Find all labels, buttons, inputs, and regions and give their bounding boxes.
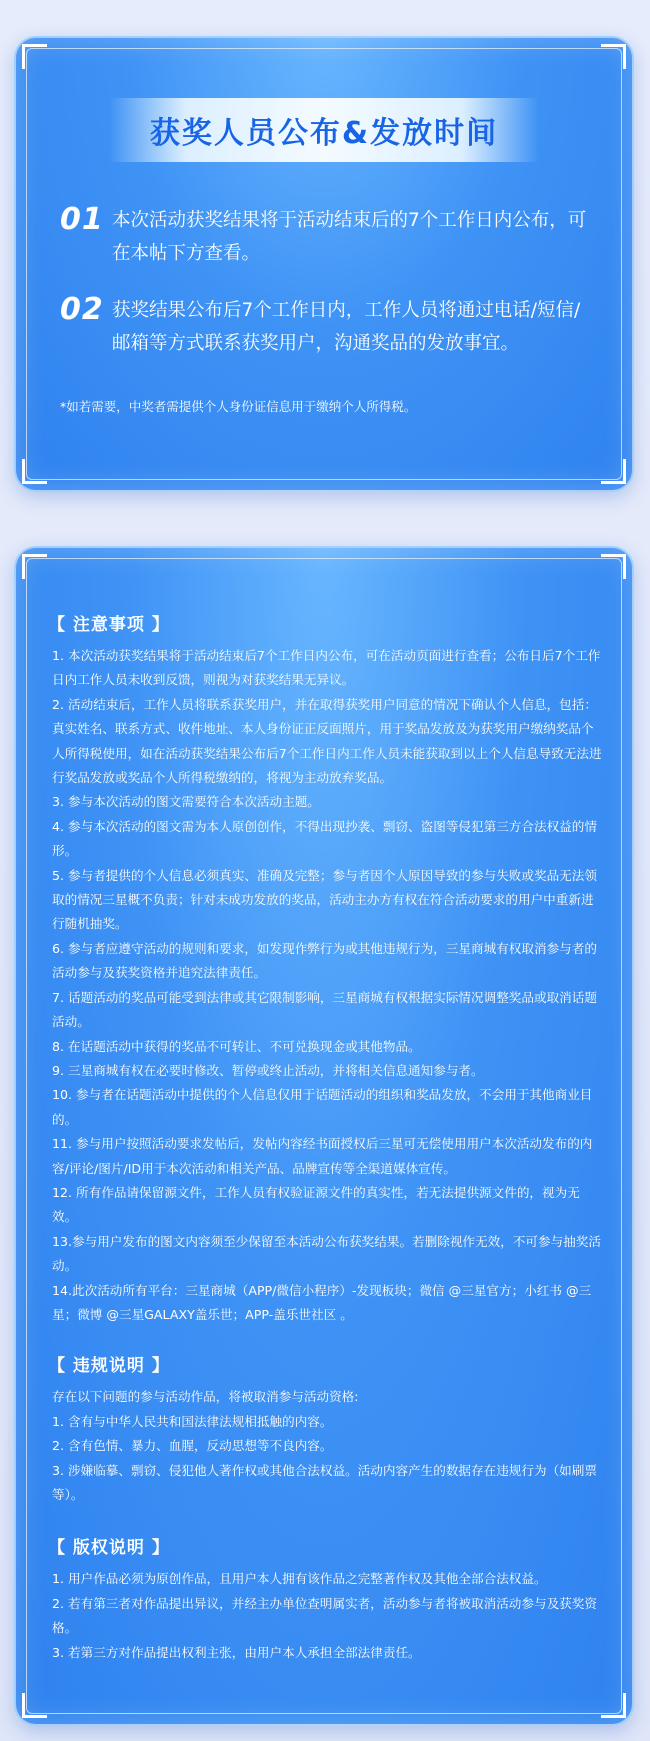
notes-item: 14.此次活动所有平台：三星商城（APP/微信小程序）-发现板块；微信 @三星官方；小红书 @三星；微博 @三星GALAXY盖乐世；APP-盖乐世社区 。 [52, 1282, 592, 1322]
violation-title: 【 违规说明 】 [48, 1356, 170, 1377]
notes-item: 7. 话题活动的奖品可能受到法律或其它限制影响，三星商城有权根据实际情况调整奖品或取消话题活动。 [52, 989, 597, 1030]
corner-decoration [601, 554, 626, 579]
corner-decoration [22, 44, 47, 69]
rules-card [14, 546, 634, 1726]
corner-decoration [601, 1693, 626, 1718]
copyright-item: 3. 若第三方对作品提出权利主张，由用户本人承担全部法律责任。 [52, 1644, 421, 1660]
notes-item: 3. 参与本次活动的图文需要符合本次活动主题。 [52, 794, 320, 810]
notes-item: 5. 参与者提供的个人信息必须真实、准确及完整；参与者因个人原因导致的参与失败或奖品无法领取的情况三星概不负责；针对未成功发放的奖品，活动主办方有权在符合活动要求的用户中重新进行随机抽奖。 [52, 867, 597, 932]
rules-content [48, 612, 602, 1665]
item-text: 本次活动获奖结果将于活动结束后的7个工作日内公布，可在本帖下方查看。 [112, 210, 587, 264]
notes-item: 12. 所有作品请保留源文件，工作人员有权验证源文件的真实性，若无法提供源文件的，视为无效。 [52, 1184, 580, 1225]
violation-intro: 存在以下问题的参与活动作品，将被取消参与活动资格: [52, 1389, 359, 1405]
item-number: 02 [60, 292, 104, 327]
notes-item: 8. 在话题活动中获得的奖品不可转让、不可兑换现金或其他物品。 [52, 1038, 421, 1054]
notes-item: 9. 三星商城有权在必要时修改、暂停或终止活动，并将相关信息通知参与者。 [52, 1062, 484, 1078]
award-item [60, 204, 596, 270]
notes-item: 4. 参与本次活动的图文需为本人原创创作，不得出现抄袭、剽窃、盗图等侵犯第三方合法权益的情形。 [52, 818, 597, 859]
violation-item: 3. 涉嫌临摹、剽窃、侵犯他人著作权或其他合法权益。活动内容产生的数据存在违规行为（如刷票等）。 [52, 1462, 597, 1502]
item-number: 01 [60, 202, 104, 237]
notes-item: 10. 参与者在话题活动中提供的个人信息仅用于话题活动的组织和奖品发放，不会用于其他商业目的。 [52, 1087, 593, 1127]
award-title: 获奖人员公布&发放时间 [149, 116, 499, 151]
notes-item: 6. 参与者应遵守活动的规则和要求，如发现作弊行为或其他违规行为，三星商城有权取消参与者的活动参与及获奖资格并追究法律责任。 [52, 940, 597, 981]
corner-decoration [22, 459, 47, 484]
corner-decoration [22, 1693, 47, 1718]
copyright-title: 【 版权说明 】 [48, 1538, 170, 1559]
notes-item: 1. 本次活动获奖结果将于活动结束后7个工作日内公布，可在活动页面进行查看；公布日后7个工作日内工作人员未收到反馈，则视为对获奖结果无异议。 [52, 648, 601, 688]
corner-decoration [22, 554, 47, 579]
violation-item: 1. 含有与中华人民共和国法律法规相抵触的内容。 [52, 1413, 333, 1429]
award-announcement-card [14, 36, 634, 492]
award-title-banner [109, 98, 539, 162]
corner-decoration [601, 44, 626, 69]
corner-decoration [601, 459, 626, 484]
notes-item: 11. 参与用户按照活动要求发帖后，发帖内容经书面授权后三星可无偿使用用户本次活动发布的内容/评论/图片/ID用于本次活动和相关产品、品牌宣传等全渠道媒体宣传。 [52, 1136, 593, 1176]
item-text: 获奖结果公布后7个工作日内，工作人员将通过电话/短信/邮箱等方式联系获奖用户，沟通奖品的发放事宜。 [112, 300, 581, 354]
notes-item: 13.参与用户发布的图文内容须至少保留至本活动公布获奖结果。若删除视作无效，不可参与抽奖活动。 [52, 1233, 601, 1274]
tax-footnote: *如若需要，中奖者需提供个人身份证信息用于缴纳个人所得税。 [60, 399, 417, 414]
copyright-item: 1. 用户作品必须为原创作品，且用户本人拥有该作品之完整著作权及其他全部合法权益。 [52, 1571, 547, 1587]
award-item [60, 294, 596, 360]
notes-item: 2. 活动结束后，工作人员将联系获奖用户，并在取得获奖用户同意的情况下确认个人信息，包括：真实姓名、联系方式、收件地址、本人身份证正反面照片，用于奖品发放及为获奖用户缴纳奖品个人所得税使用，如在活动获奖结果公布后7个工作日内工作人员未能获取到以上个人信息导致无法进行奖品发放或奖品个人所得税缴纳的，将视为主动放弃奖品。 [52, 696, 602, 786]
notes-title: 【 注意事项 】 [48, 615, 170, 635]
copyright-item: 2. 若有第三者对作品提出异议，并经主办单位查明属实者，活动参与者将被取消活动参与及获奖资格。 [52, 1595, 597, 1636]
violation-item: 2. 含有色情、暴力、血腥，反动思想等不良内容。 [52, 1438, 333, 1454]
